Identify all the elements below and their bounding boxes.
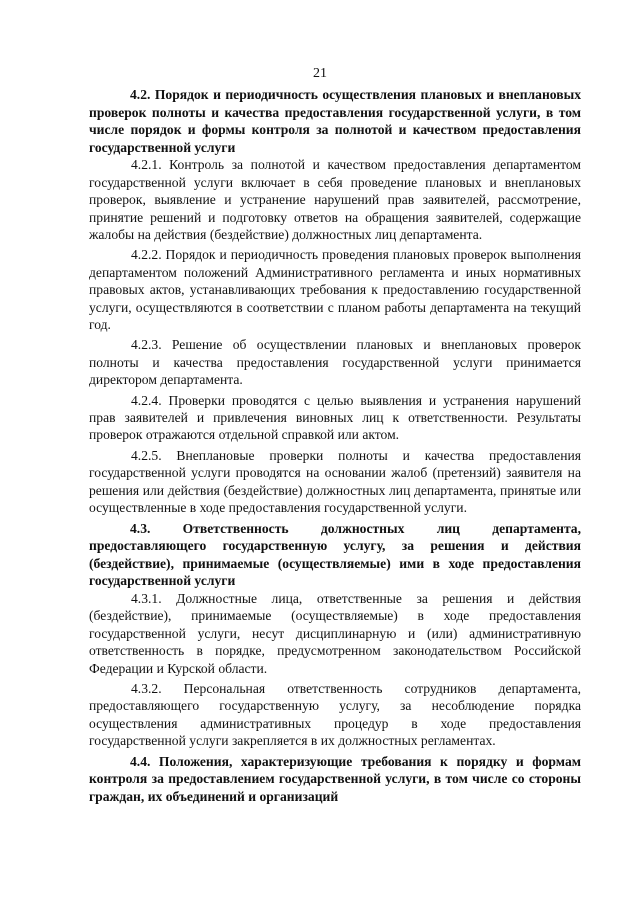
page-number: 21 bbox=[313, 66, 327, 81]
para-4-2-5: 4.2.5. Внеплановые проверки полноты и качества предоставления государственной услуги проводятся на основании жалоб (претензий) заявителя на решения или действия (бездействие) должностных лиц департамента, принятые или осуществленные в ходе предоставления государственной услуги. bbox=[89, 447, 581, 516]
heading-4-2: 4.2. Порядок и периодичность осуществления плановых и внеплановых проверок полноты и качества предоставления государственной услуги, в том числе порядок и формы контроля за полнотой и качеством предоставления государственной услуги bbox=[89, 87, 581, 155]
document-body bbox=[89, 86, 581, 805]
para-4-3-2: 4.3.2. Персональная ответственность сотрудников департамента, предоставляющего государственную услугу, за несоблюдение порядка осуществления административных процедур в ходе предоставления государственной услуги закрепляется в их должностных регламентах. bbox=[89, 680, 581, 749]
heading-4-3: 4.3. Ответственность должностных лиц департамента, предоставляющего государственную услугу, за решения и действия (бездействие), принимаемые (осуществляемые) ими в ходе предоставления государственной услуги bbox=[89, 520, 581, 589]
para-4-2-1: 4.2.1. Контроль за полнотой и качеством предоставления департаментом государственной услуги включает в себя проведение плановых и внеплановых проверок, выявление и устранение нарушений прав заявителей, рассмотрение, принятие решений и подготовку ответов на обращения заявителей, содержащие жалобы на действия (бездействие) должностных лиц департамента. bbox=[89, 157, 581, 242]
heading-4-4: 4.4. Положения, характеризующие требования к порядку и формам контроля за предоставлением государственной услуги, в том числе со стороны граждан, их объединений и организаций bbox=[89, 753, 581, 804]
para-4-2-3: 4.2.3. Решение об осуществлении плановых и внеплановых проверок полноты и качества предоставления государственной услуги принимается директором департамента. bbox=[89, 337, 581, 388]
para-4-2-2: 4.2.2. Порядок и периодичность проведения плановых проверок выполнения департаментом положений Административного регламента и иных нормативных правовых актов, устанавливающих требования к предоставлению государственной услуги, осуществляются в соответствии с планом работы департамента на текущий год. bbox=[89, 247, 581, 333]
para-4-2-4: 4.2.4. Проверки проводятся с целью выявления и устранения нарушений прав заявителей и привлечения виновных лиц к ответственности. Результаты проверок отражаются отдельной справкой или актом. bbox=[89, 392, 581, 443]
para-4-3-1: 4.3.1. Должностные лица, ответственные за решения и действия (бездействие), принимаемые (осуществляемые) в ходе предоставления государственной услуги, несут дисциплинарную и (или) административную ответственность в порядке, предусмотренном законодательством Российской Федерации и Курской области. bbox=[89, 590, 581, 676]
